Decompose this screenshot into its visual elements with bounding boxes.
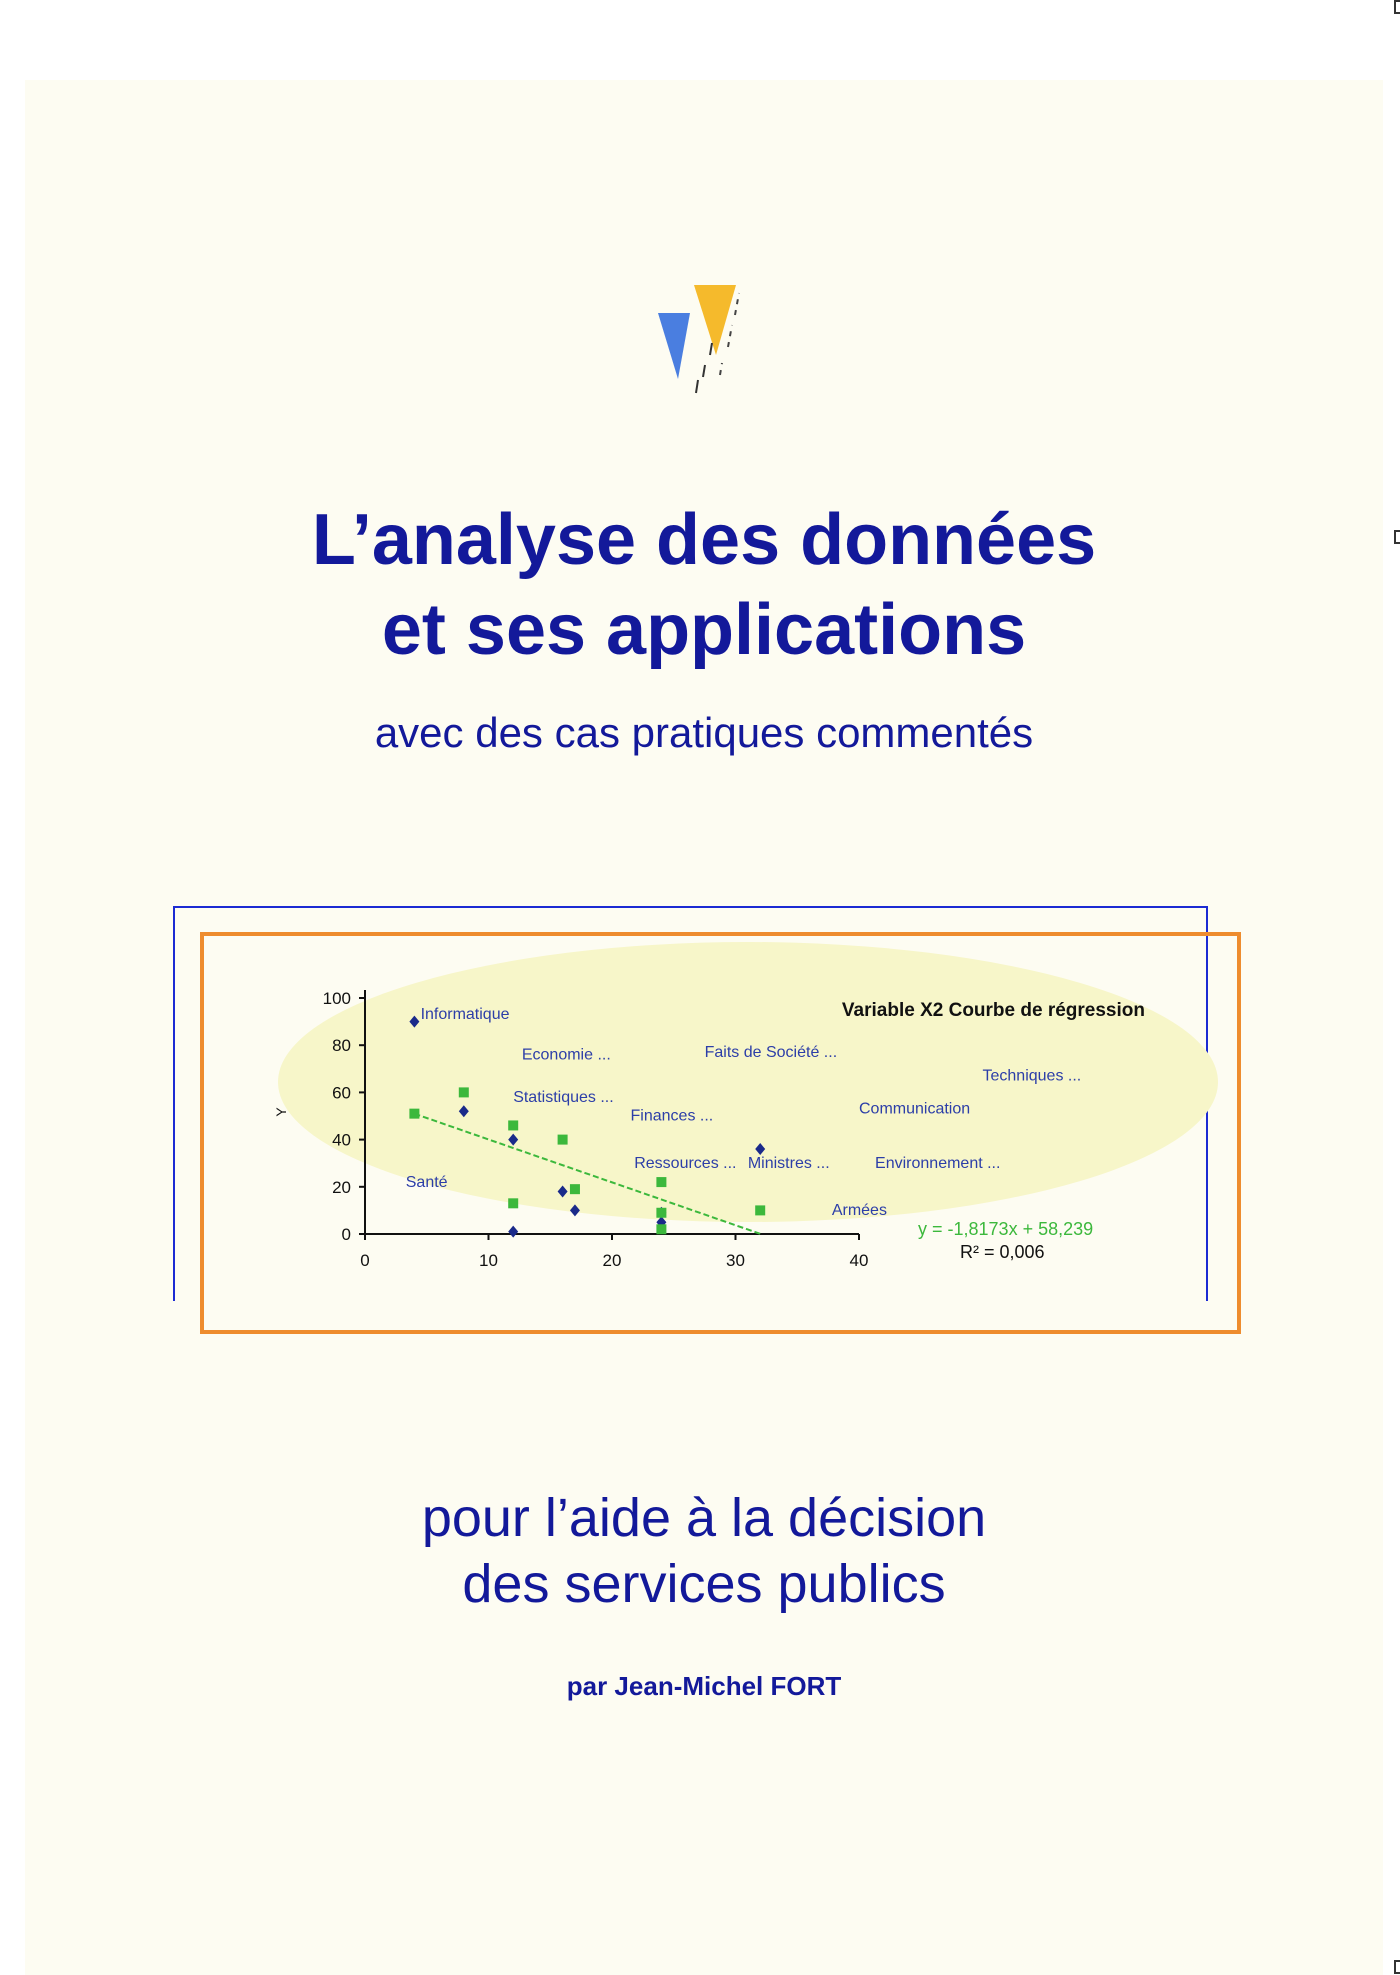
y-tick-label: 40 xyxy=(332,1130,351,1150)
trendline-r2: R² = 0,006 xyxy=(960,1242,1045,1262)
point-label: Faits de Société ... xyxy=(704,1044,838,1061)
v-triangle-logo-icon xyxy=(658,285,758,405)
bottom-line-1: pour l’aide à la décision xyxy=(421,1488,987,1548)
data-point-square xyxy=(508,1198,518,1208)
data-point-square xyxy=(558,1135,568,1145)
point-label: Economie ... xyxy=(521,1046,611,1064)
subtitle: avec des cas pratiques commentés xyxy=(374,709,1034,756)
bottom-line-2: des services publics xyxy=(462,1554,946,1614)
y-tick-label: 100 xyxy=(322,989,351,1008)
side-edge-mark xyxy=(1394,530,1400,544)
x-tick-label: 20 xyxy=(602,1251,622,1270)
y-tick-label: 20 xyxy=(332,1177,351,1197)
point-label: Informatique xyxy=(420,1006,510,1024)
regression-scatter-chart xyxy=(200,932,1241,1334)
title-line-2: et ses applications xyxy=(381,590,1027,670)
data-point-square xyxy=(656,1208,666,1218)
point-label: Environnement ... xyxy=(875,1154,1001,1172)
point-label: Ministres ... xyxy=(747,1154,830,1172)
point-label: Armées xyxy=(831,1202,887,1220)
point-label: Statistiques ... xyxy=(513,1088,614,1106)
data-point-square xyxy=(409,1109,419,1119)
data-point-diamond xyxy=(508,1226,518,1238)
y-tick-label: 0 xyxy=(341,1225,351,1244)
trendline-equation: y = -1,8173x + 58,239 xyxy=(918,1219,1094,1239)
data-point-square xyxy=(755,1205,765,1215)
data-point-square xyxy=(508,1120,518,1130)
x-tick-label: 0 xyxy=(360,1251,370,1270)
author-line: par Jean-Michel FORT xyxy=(566,1671,842,1701)
data-point-square xyxy=(656,1177,666,1187)
top-edge-mark xyxy=(1394,0,1400,14)
data-point-square xyxy=(459,1087,469,1097)
point-label: Ressources ... xyxy=(634,1154,737,1172)
title-line-1: L’analyse des données xyxy=(311,500,1097,580)
x-tick-label: 10 xyxy=(479,1251,498,1270)
x-tick-label: 30 xyxy=(726,1251,745,1270)
y-tick-label: 80 xyxy=(332,1036,351,1056)
data-point-square xyxy=(570,1184,580,1194)
x-tick-label: 40 xyxy=(849,1251,869,1270)
y-tick-label: 60 xyxy=(332,1083,351,1103)
y-axis-label: Y xyxy=(273,1107,289,1117)
point-label: Techniques ... xyxy=(982,1067,1082,1085)
point-label: Finances ... xyxy=(630,1107,714,1125)
bottom-edge-mark xyxy=(1394,1960,1400,1974)
point-label: Santé xyxy=(405,1173,448,1191)
chart-title: Variable X2 Courbe de régression xyxy=(841,1000,1145,1021)
data-point-square xyxy=(656,1224,666,1234)
point-label: Communication xyxy=(859,1100,971,1118)
